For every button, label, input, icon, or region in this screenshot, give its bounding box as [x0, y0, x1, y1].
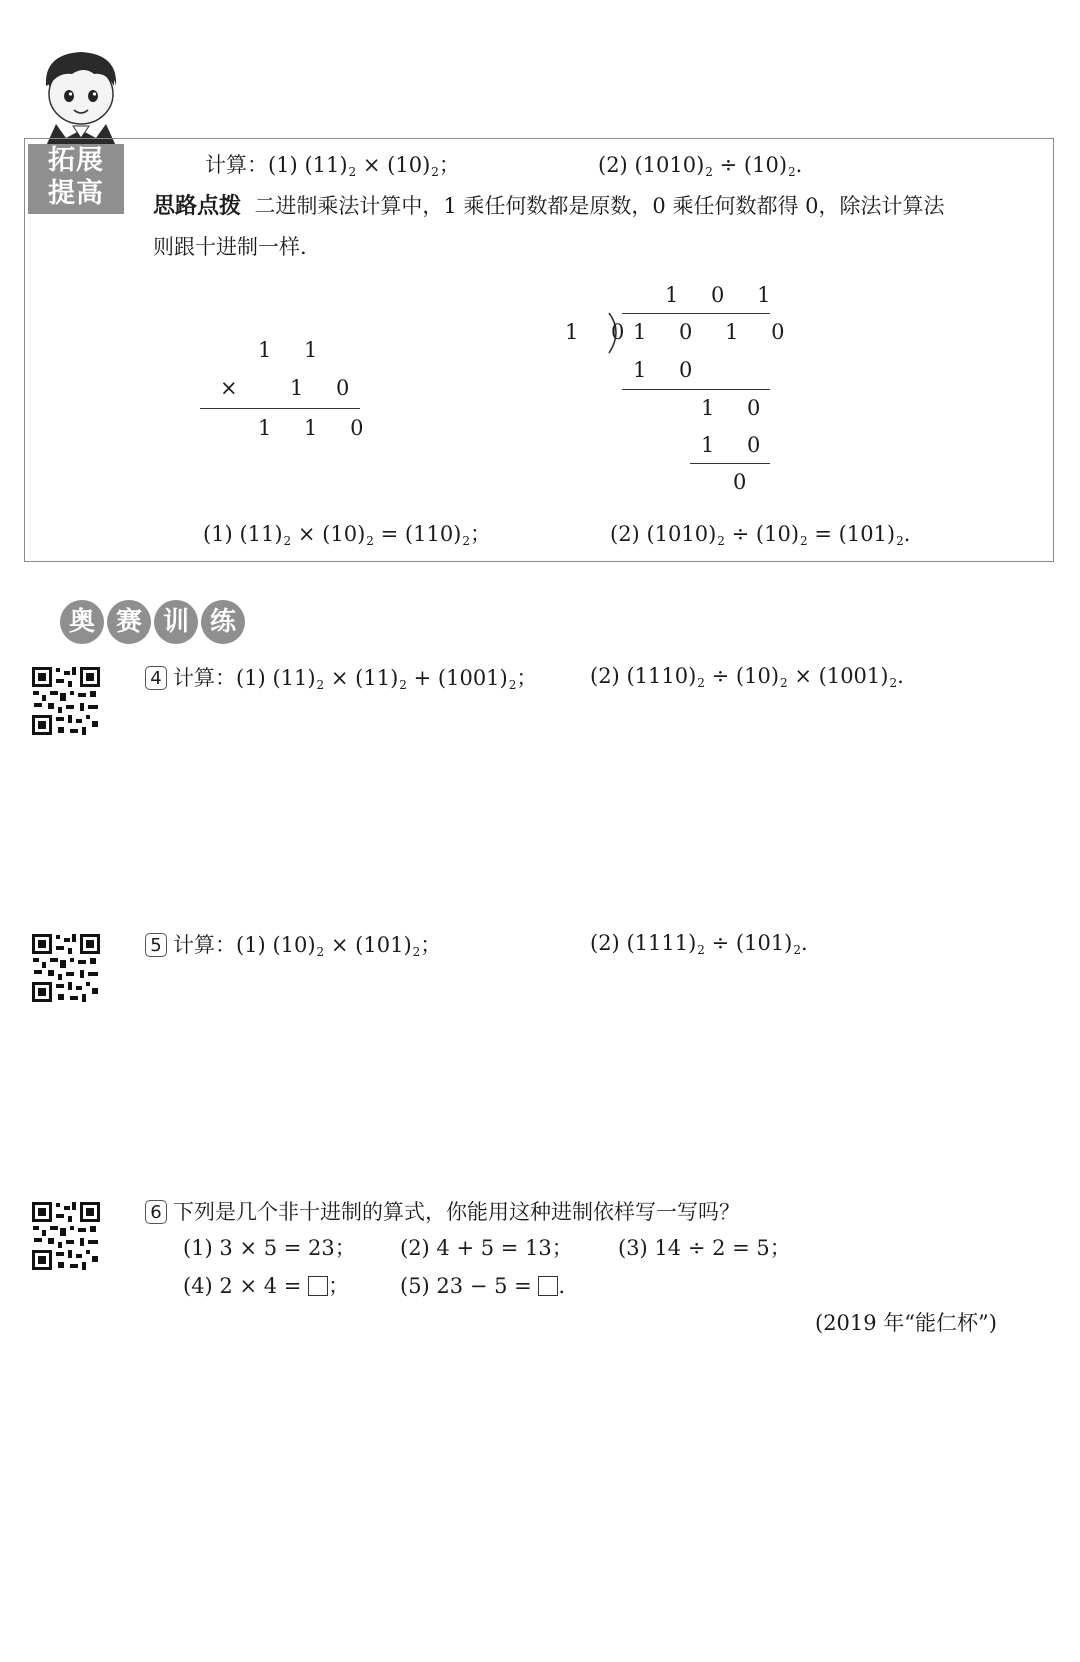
problem-6-item-2: (2) 4 + 5 = 13；	[400, 1236, 573, 1260]
training-char-3: 训	[154, 600, 198, 644]
hint-title: 思路点拨	[153, 194, 242, 219]
div-dividend: 1 0 1 0	[633, 320, 798, 344]
hint-line1: 思路点拨 二进制乘法计算中，1 乘任何数都是原数，0 乘任何数都得 0，除法计算法	[153, 194, 945, 219]
extension-problem-part2: (2) $(1010)_2 \div (10)_2$.	[598, 153, 803, 179]
problem-5-part2: (2) $(1111)_2 \div (101)_2$.	[590, 931, 808, 957]
answer-blank[interactable]	[538, 1276, 558, 1296]
problem-number-badge: 6	[145, 1200, 167, 1224]
mult-rule	[200, 408, 360, 409]
div-divisor: 1 0	[565, 320, 638, 344]
div-rule2	[690, 463, 770, 464]
problem-4-part1: 4 计算：(1) $(11)_2 \times (11)_2 + (1001)_2$；	[145, 666, 537, 691]
training-char-1: 奥	[60, 600, 104, 644]
extension-tag-line2: 提高	[48, 178, 104, 209]
extension-tag-line1: 拓展	[48, 145, 104, 176]
qr-code-icon[interactable]	[30, 1200, 102, 1272]
problem-6-item-5: (5) 23 − 5 = .	[400, 1274, 566, 1298]
mult-top: 1 1	[258, 338, 331, 362]
problem-6-item-3: (3) 14 ÷ 2 = 5；	[618, 1236, 791, 1260]
extension-tag	[28, 144, 124, 214]
training-char-4: 练	[201, 600, 245, 644]
div-step3: 1 0	[701, 433, 774, 457]
div-quotient: 1 0 1	[665, 283, 784, 307]
answer-part2: (2) $(1010)_2 \div (10)_2 = (101)_2$.	[610, 522, 911, 548]
div-top-rule	[622, 313, 770, 314]
problem-number-badge: 4	[145, 666, 167, 690]
training-char-2: 赛	[107, 600, 151, 644]
problem-4-part2: (2) $(1110)_2 \div (10)_2 \times (1001)_2$.	[590, 664, 904, 690]
boy-mascot-icon	[36, 46, 126, 146]
extension-problem-part1: 计算：(1) $(11)_2 \times (10)_2$；	[205, 153, 460, 179]
training-header	[60, 600, 248, 646]
problem-number-badge: 5	[145, 933, 167, 957]
hint-line2: 则跟十进制一样.	[153, 235, 307, 259]
problem-6-item-4: (4) 2 × 4 = ；	[183, 1274, 350, 1298]
qr-code-icon[interactable]	[30, 665, 102, 737]
problem-6-item-1: (1) 3 × 5 = 23；	[183, 1236, 356, 1260]
div-step1: 1 0	[633, 358, 706, 382]
problem-5-part1: 5 计算：(1) $(10)_2 \times (101)_2$；	[145, 933, 441, 958]
mult-result: 1 1 0	[258, 416, 377, 440]
answer-blank[interactable]	[308, 1276, 328, 1296]
problem-6-text: 6 下列是几个非十进制的算式，你能用这种进制依样写一写吗？	[145, 1200, 740, 1224]
answer-part1: (1) $(11)_2 \times (10)_2 = (110)_2$；	[203, 522, 492, 548]
div-remainder: 0	[733, 470, 760, 494]
mult-second: 1 0	[290, 376, 363, 400]
div-step2: 1 0	[701, 396, 774, 420]
mult-operator: ×	[220, 376, 238, 400]
div-rule1	[622, 389, 770, 390]
qr-code-icon[interactable]	[30, 932, 102, 1004]
problem-6-source: (2019 年“能仁杯”)	[815, 1311, 997, 1335]
